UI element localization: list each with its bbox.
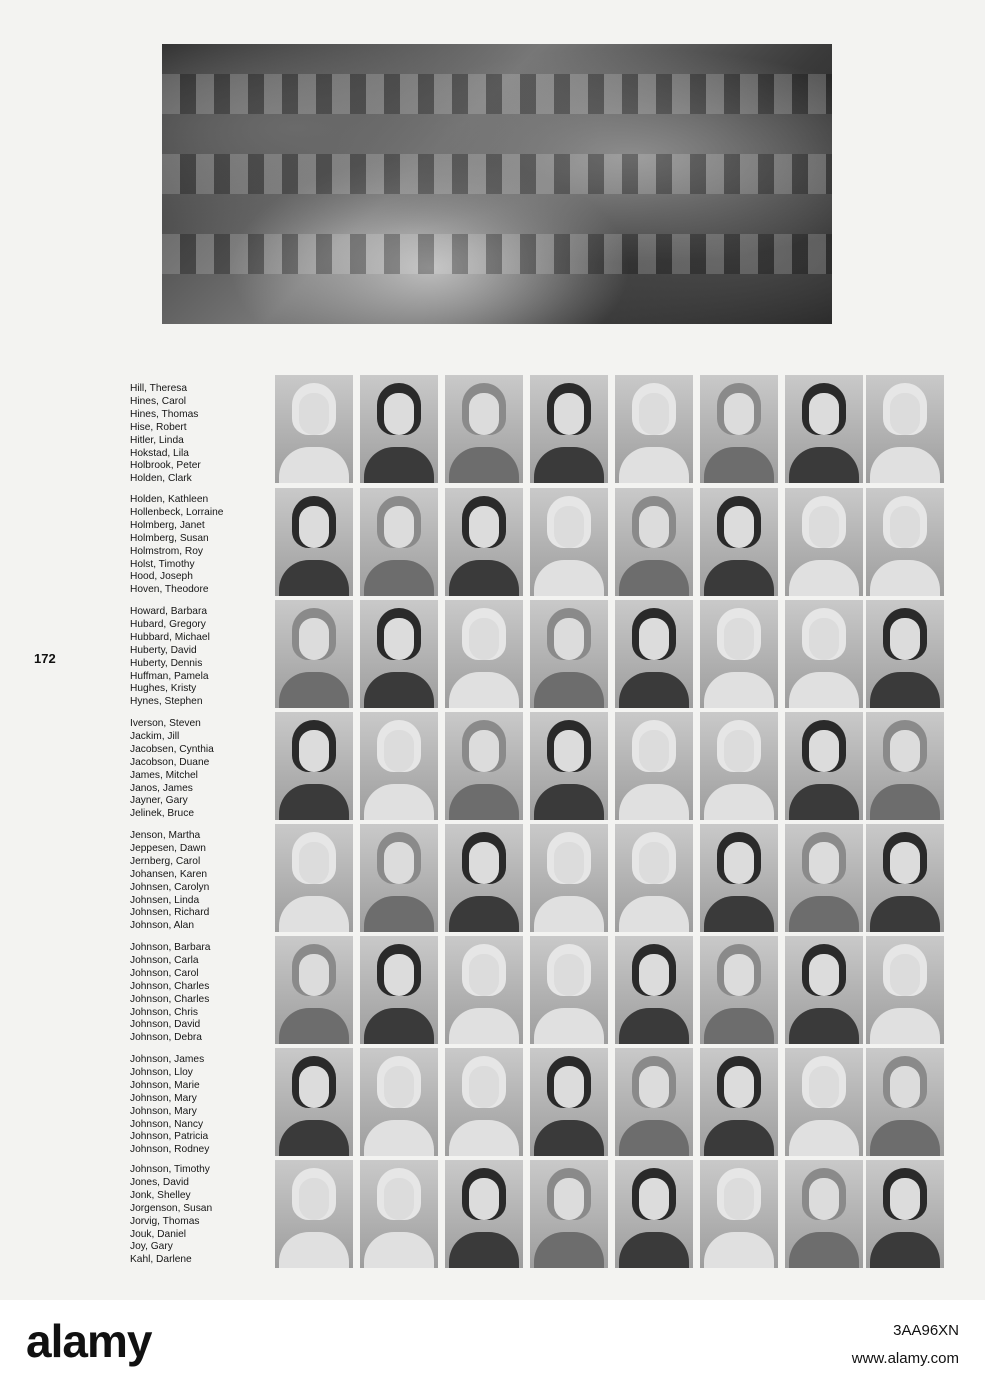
student-portrait — [445, 1048, 523, 1156]
student-name: Hokstad, Lila — [130, 447, 189, 459]
portrait-row — [275, 600, 944, 708]
student-portrait — [445, 600, 523, 708]
student-portrait — [785, 1048, 863, 1156]
student-name: Iverson, Steven — [130, 718, 201, 729]
student-portrait — [445, 375, 523, 483]
student-portrait — [275, 936, 353, 1044]
student-portrait — [700, 1048, 778, 1156]
student-portrait — [530, 375, 608, 483]
student-portrait — [785, 488, 863, 596]
student-portrait — [615, 936, 693, 1044]
student-portrait — [785, 375, 863, 483]
student-portrait — [275, 600, 353, 708]
student-name: Johnson, Rodney — [130, 1144, 210, 1156]
student-name: Johnson, Nancy — [130, 1118, 204, 1130]
name-list — [130, 1054, 270, 1157]
student-name: James, Mitchel — [130, 769, 198, 781]
student-portrait — [615, 1160, 693, 1268]
student-name: Johansen, Karen — [130, 868, 208, 880]
student-name: Hollenbeck, Lorraine — [130, 506, 224, 518]
student-portrait — [445, 824, 523, 932]
name-list — [130, 383, 270, 486]
student-portrait — [360, 936, 438, 1044]
student-name: Johnson, Mary — [130, 1092, 197, 1104]
student-portrait — [530, 824, 608, 932]
image-code: 3AA96XN — [893, 1322, 959, 1339]
student-portrait — [866, 1048, 944, 1156]
student-portrait — [360, 375, 438, 483]
watermark-footer — [0, 1300, 985, 1390]
student-portrait — [530, 488, 608, 596]
student-portrait — [615, 712, 693, 820]
student-name: Hubard, Gregory — [130, 618, 206, 630]
name-list — [130, 718, 270, 821]
student-name: Johnson, Timothy — [130, 1164, 210, 1175]
student-portrait — [700, 936, 778, 1044]
student-portrait — [615, 1048, 693, 1156]
portrait-row — [275, 712, 944, 820]
portrait-row — [275, 824, 944, 932]
student-portrait — [866, 824, 944, 932]
student-name: Johnson, James — [130, 1054, 205, 1065]
student-portrait — [530, 1048, 608, 1156]
student-portrait — [700, 488, 778, 596]
student-portrait — [275, 1048, 353, 1156]
student-portrait — [866, 1160, 944, 1268]
portrait-row — [275, 1048, 944, 1156]
name-list — [130, 942, 270, 1045]
student-name: Johnson, Marie — [130, 1079, 200, 1091]
student-name: Jelinek, Bruce — [130, 808, 194, 820]
page-number: 172 — [34, 651, 56, 666]
student-name: Hughes, Kristy — [130, 683, 197, 695]
student-portrait — [615, 600, 693, 708]
student-name: Hood, Joseph — [130, 571, 193, 583]
student-portrait — [275, 375, 353, 483]
student-name: Jeppesen, Dawn — [130, 842, 206, 854]
student-portrait — [360, 1048, 438, 1156]
student-portrait — [615, 824, 693, 932]
student-portrait — [785, 600, 863, 708]
student-portrait — [445, 488, 523, 596]
student-portrait — [785, 824, 863, 932]
student-name: Holmberg, Susan — [130, 532, 209, 544]
student-portrait — [445, 1160, 523, 1268]
student-name: Johnson, Barbara — [130, 942, 211, 953]
student-name: Hoven, Theodore — [130, 584, 209, 596]
student-name: Johnson, Charles — [130, 993, 210, 1005]
student-name: Johnsen, Linda — [130, 894, 200, 906]
assembly-photo — [162, 44, 832, 324]
student-portrait — [445, 936, 523, 1044]
student-name: Jones, David — [130, 1176, 189, 1188]
student-name: Holden, Clark — [130, 473, 192, 485]
alamy-logo: alamy — [26, 1315, 152, 1367]
student-portrait — [785, 936, 863, 1044]
name-list — [130, 494, 270, 597]
portrait-row — [275, 375, 944, 483]
student-name: Holmstrom, Roy — [130, 545, 204, 557]
student-name: Holst, Timothy — [130, 558, 195, 570]
student-portrait — [360, 600, 438, 708]
student-name: Johnson, Debra — [130, 1032, 202, 1044]
student-portrait — [700, 375, 778, 483]
student-name: Howard, Barbara — [130, 606, 208, 617]
student-name: Janos, James — [130, 782, 193, 794]
student-portrait — [275, 824, 353, 932]
student-portrait — [785, 1160, 863, 1268]
student-name: Hines, Carol — [130, 395, 187, 407]
student-name: Kahl, Darlene — [130, 1254, 192, 1266]
portrait-row — [275, 936, 944, 1044]
student-name: Johnson, Alan — [130, 920, 195, 932]
student-name: Holden, Kathleen — [130, 494, 209, 505]
student-name: Johnson, Chris — [130, 1006, 198, 1018]
student-portrait — [866, 712, 944, 820]
student-name: Johnson, Carol — [130, 967, 199, 979]
student-name: Joy, Gary — [130, 1241, 173, 1253]
student-name: Jayner, Gary — [130, 795, 188, 807]
student-name: Jernberg, Carol — [130, 855, 201, 867]
student-name: Jackim, Jill — [130, 730, 180, 742]
student-portrait — [275, 712, 353, 820]
student-portrait — [866, 936, 944, 1044]
student-portrait — [275, 1160, 353, 1268]
student-name: Jacobson, Duane — [130, 756, 210, 768]
student-name: Jorgenson, Susan — [130, 1202, 213, 1214]
portrait-row — [275, 488, 944, 596]
student-portrait — [530, 936, 608, 1044]
student-name: Johnson, Lloy — [130, 1066, 193, 1078]
student-portrait — [360, 1160, 438, 1268]
student-name: Johnson, David — [130, 1019, 201, 1031]
student-portrait — [866, 600, 944, 708]
student-name: Hise, Robert — [130, 421, 187, 433]
student-portrait — [700, 824, 778, 932]
student-name: Hitler, Linda — [130, 434, 184, 446]
student-name: Holbrook, Peter — [130, 460, 201, 472]
student-portrait — [360, 488, 438, 596]
student-portrait — [700, 600, 778, 708]
student-portrait — [700, 1160, 778, 1268]
student-name: Jouk, Daniel — [130, 1228, 187, 1240]
student-name: Huberty, David — [130, 644, 197, 656]
student-name: Jonk, Shelley — [130, 1189, 191, 1201]
student-portrait — [275, 488, 353, 596]
name-list — [130, 830, 270, 933]
student-name: Johnsen, Carolyn — [130, 881, 210, 893]
student-name: Hill, Theresa — [130, 383, 187, 394]
name-list — [130, 1164, 270, 1267]
portrait-row — [275, 1160, 944, 1268]
student-name: Jacobsen, Cynthia — [130, 743, 214, 755]
student-portrait — [785, 712, 863, 820]
student-portrait — [615, 488, 693, 596]
student-name: Huffman, Pamela — [130, 670, 209, 682]
student-name: Hines, Thomas — [130, 408, 199, 420]
student-portrait — [530, 712, 608, 820]
student-portrait — [530, 1160, 608, 1268]
student-portrait — [530, 600, 608, 708]
student-name: Johnson, Patricia — [130, 1131, 209, 1143]
student-name: Johnson, Charles — [130, 980, 210, 992]
student-portrait — [360, 824, 438, 932]
student-name: Johnsen, Richard — [130, 907, 210, 919]
student-name: Johnson, Carla — [130, 954, 199, 966]
name-list — [130, 606, 270, 709]
student-name: Holmberg, Janet — [130, 519, 205, 531]
student-portrait — [866, 488, 944, 596]
student-portrait — [615, 375, 693, 483]
student-portrait — [866, 375, 944, 483]
footer-url: www.alamy.com — [851, 1350, 959, 1367]
student-name: Johnson, Mary — [130, 1105, 197, 1117]
student-portrait — [360, 712, 438, 820]
student-name: Huberty, Dennis — [130, 657, 203, 669]
student-name: Jenson, Martha — [130, 830, 201, 841]
student-name: Hubbard, Michael — [130, 631, 210, 643]
student-name: Jorvig, Thomas — [130, 1215, 200, 1227]
student-portrait — [445, 712, 523, 820]
student-portrait — [700, 712, 778, 820]
student-name: Hynes, Stephen — [130, 696, 203, 708]
